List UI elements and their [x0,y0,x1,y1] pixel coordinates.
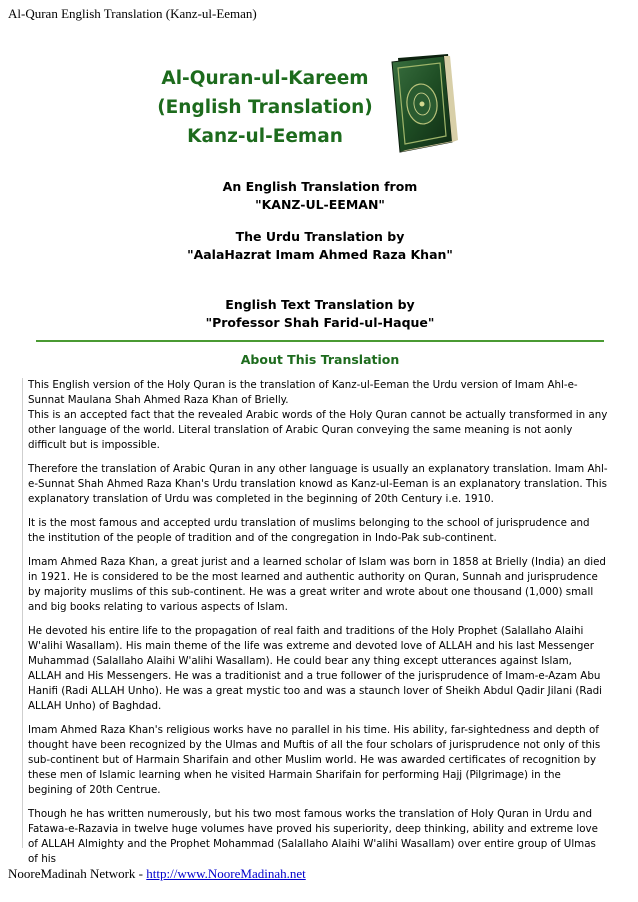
english-line-1: English Text Translation by [225,297,415,312]
title-line-2: (English Translation) [157,97,373,118]
source-line-2: "KANZ-UL-EEMAN" [255,197,385,212]
paragraph: Imam Ahmed Raza Khan's religious works have no parallel in his time. His ability, far-sightedness and depth of thought have been recognized by the Ulmas and Muftis of all the four scholars of jurisprudence not only of this sub-continent but of Harmain Sharifain and other Muslim world. He was awarded certificates of recognition by these men of Islamic learning when he visited Harmain Sharifain for performing Hajj (Pilgrimage) in the begining of 20th Centrue. [28,724,601,796]
about-body [28,378,608,865]
footer-link[interactable]: http://www.NooreMadinah.net [146,866,306,881]
urdu-line-2: "AalaHazrat Imam Ahmed Raza Khan" [187,247,453,262]
paragraph: Therefore the translation of Arabic Quran in any other language is usually an explanatory translation. Imam Ahl-e-Sunnat Shah Ahmed Raza Khan's Urdu translation knowd as Kanz-ul-Eeman is an explanatory translation. This explanatory translation of Urdu was completed in the beginning of 20th Century i.e. 1910. [28,463,608,505]
title-line-3: Kanz-ul-Eeman [187,126,343,147]
section-divider [36,340,604,342]
about-heading: About This Translation [240,352,400,367]
translation-source [150,178,490,214]
paragraph: Imam Ahmed Raza Khan, a great jurist and a learned scholar of Islam was born in 1858 at Brielly (India) an died in 1921. He is considered to be the most learned and authentic authority on Quran, Sunnah and jurisprudence by majority muslims of this sub-continent. He was a great writer and wrote about one thousand (1,000) small and big books relating to various aspects of Islam. [28,556,606,613]
document-title [130,64,400,151]
footer-prefix: NooreMadinah Network - [8,866,147,881]
english-translator [150,296,490,332]
running-footer [8,866,306,882]
paragraph: This English version of the Holy Quran is the translation of Kanz-ul-Eeman the Urdu version of Imam Ahl-e-Sunnat Maulana Shah Ahmed Raza Khan of Brielly. [28,379,578,406]
running-header: Al-Quran English Translation (Kanz-ul-Eeman) [8,6,257,21]
urdu-line-1: The Urdu Translation by [235,229,405,244]
title-line-1: Al-Quran-ul-Kareem [161,68,369,89]
paragraph: It is the most famous and accepted urdu translation of muslims belonging to the school of jurisprudence and the institution of the people of tradition and of the congregation in Indo-Pak sub-continent. [28,517,590,544]
quran-book-icon [384,52,462,156]
source-line-1: An English Translation from [222,179,418,194]
paragraph: He devoted his entire life to the propagation of real faith and traditions of the Holy Prophet (Salallaho Alaihi W'alihi Wasallam). His main theme of the life was extreme and devoted love of ALLAH and his last Messenger Muhammad (Salallaho Alaihi W'alihi Wasallam). He could bear any thing except utterances against Islam, ALLAH and His Messengers. He was a traditionist and a true follower of the jurisprudence of Imam-e-Azam Abu Hanifi (Radi ALLAH Unho). He was a great mystic too and was a staunch lover of Sheikh Abdul Qadir Jilani (Radi ALLAH Unho) of Baghdad. [28,625,603,712]
column-rule [22,378,23,848]
paragraph: This is an accepted fact that the revealed Arabic words of the Holy Quran cannot be actually transformed in any other language of the world. Literal translation of Arabic Quran conveying the same meaning is not aonly difficult but is impossible. [28,409,608,451]
english-line-2: "Professor Shah Farid-ul-Haque" [205,315,435,330]
paragraph: Though he has written numerously, but his two most famous works the translation of Holy Quran in Urdu and Fatawa-e-Razavia in twelve huge volumes have proved his superiority, deep thinking, ability and extreme love of ALLAH Almighty and the Prophet Mohammad (Salallaho Alaihi W'alihi Wasallam) over entire group of Ulmas of his [28,808,598,865]
urdu-translator [150,228,490,264]
